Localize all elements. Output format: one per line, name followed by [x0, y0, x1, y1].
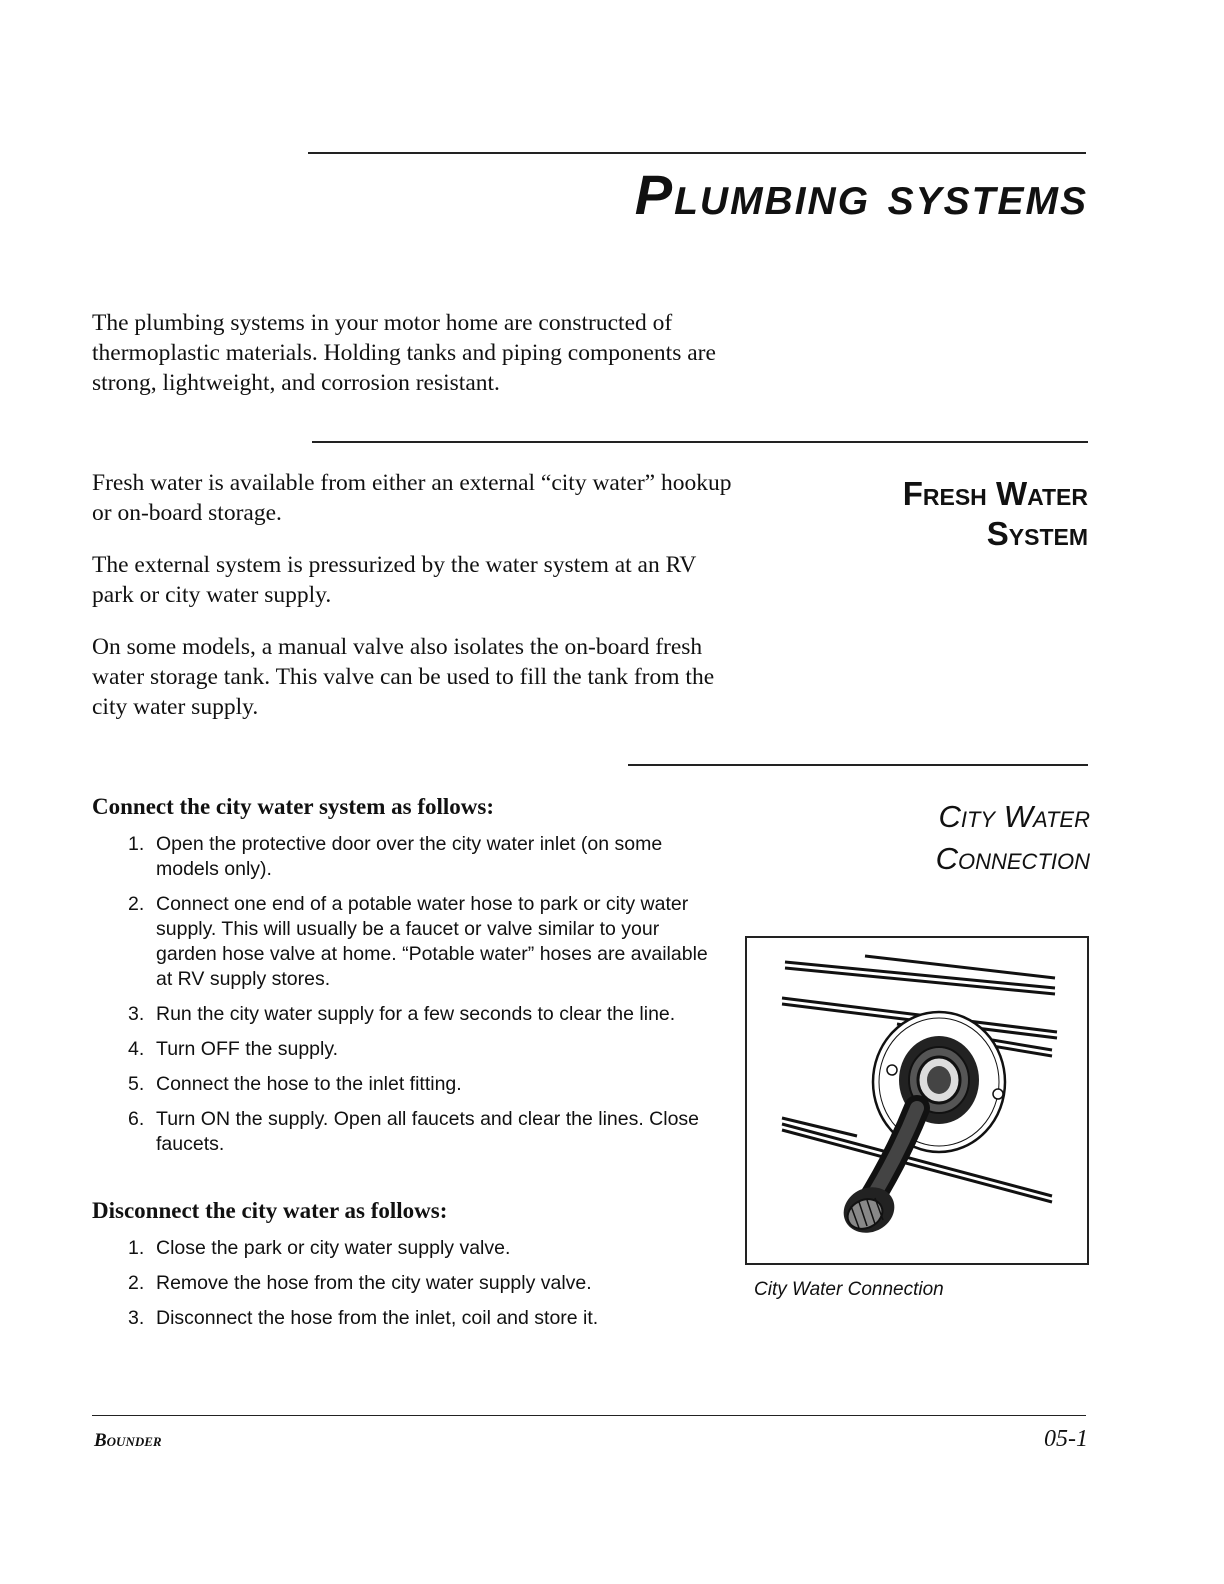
- step-text: Disconnect the hose from the inlet, coil and store it.: [156, 1307, 599, 1329]
- fresh-water-paragraph-1: Fresh water is available from either an external “city water” hookup or on-board storage.: [92, 470, 732, 526]
- fresh-water-paragraph-2: The external system is pressurized by the water system at an RV park or city water supply.: [92, 552, 696, 608]
- page-title: Plumbing systems: [634, 163, 1088, 226]
- step-text: Turn OFF the supply.: [156, 1038, 339, 1060]
- fresh-water-heading-line1: Fresh Water: [902, 475, 1088, 512]
- city-water-figure: [745, 936, 1089, 1265]
- step-number: 1.: [128, 833, 145, 855]
- step-text: Run the city water supply for a few seconds to clear the line.: [156, 1003, 676, 1025]
- city-water-heading: [770, 796, 1090, 880]
- list-item: [128, 1037, 720, 1062]
- fresh-water-rule: [312, 441, 1088, 443]
- title-top-rule: [308, 152, 1086, 154]
- connect-heading: Connect the city water system as follows:: [92, 794, 494, 819]
- list-item: [128, 892, 720, 992]
- step-text: Open the protective door over the city water inlet (on some models only).: [156, 833, 663, 880]
- list-item: [128, 832, 720, 882]
- footer-brand: Bounder: [94, 1430, 162, 1451]
- city-water-heading-line1: City Water: [938, 799, 1090, 834]
- disconnect-steps-list: [128, 1236, 720, 1341]
- list-item: [128, 1236, 720, 1261]
- connect-steps-list: [128, 832, 720, 1167]
- footer-rule: [92, 1415, 1086, 1416]
- fresh-water-heading-line2: System: [986, 515, 1088, 552]
- step-number: 3.: [128, 1307, 145, 1329]
- city-water-inlet-illustration-icon: [747, 938, 1087, 1263]
- step-number: 4.: [128, 1038, 145, 1060]
- list-item: [128, 1271, 720, 1296]
- step-number: 2.: [128, 893, 145, 915]
- step-number: 3.: [128, 1003, 145, 1025]
- fresh-water-heading: [768, 474, 1088, 554]
- fresh-water-paragraph-3: On some models, a manual valve also isolates the on-board fresh water storage tank. This valve can be used to fill the tank from the city water supply.: [92, 634, 715, 720]
- disconnect-heading: Disconnect the city water as follows:: [92, 1198, 448, 1223]
- step-text: Remove the hose from the city water supply valve.: [156, 1272, 592, 1294]
- step-number: 2.: [128, 1272, 145, 1294]
- list-item: [128, 1002, 720, 1027]
- intro-paragraph: The plumbing systems in your motor home are constructed of thermoplastic materials. Holding tanks and piping components are strong, lightweight, and corrosion resistant.: [92, 310, 716, 396]
- step-text: Turn ON the supply. Open all faucets and clear the lines. Close faucets.: [156, 1108, 700, 1155]
- list-item: [128, 1306, 720, 1331]
- step-text: Connect one end of a potable water hose to park or city water supply. This will usually be a faucet or valve similar to your garden hose valve at home. “Potable water” hoses are available at RV supply stores.: [156, 893, 708, 990]
- city-water-heading-line2: Connection: [935, 841, 1090, 876]
- page-number: 05-1: [1044, 1426, 1088, 1452]
- list-item: [128, 1072, 720, 1097]
- list-item: [128, 1107, 720, 1157]
- step-number: 5.: [128, 1073, 145, 1095]
- figure-caption: City Water Connection: [754, 1279, 944, 1300]
- city-water-rule: [628, 764, 1088, 766]
- step-number: 1.: [128, 1237, 145, 1259]
- step-text: Close the park or city water supply valve.: [156, 1237, 511, 1259]
- step-number: 6.: [128, 1108, 145, 1130]
- step-text: Connect the hose to the inlet fitting.: [156, 1073, 462, 1095]
